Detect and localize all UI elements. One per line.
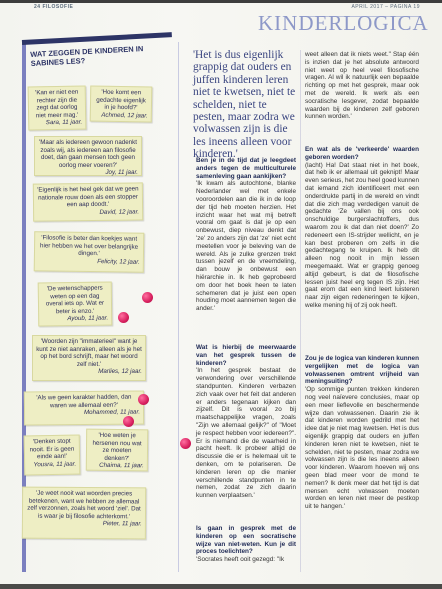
note-text: 'Als we geen karakter hadden, dan waren we allemaal een?' [36, 393, 132, 409]
interview-answer: 'Ik kwam als autochtone, blanke Nederlander wel met enkele vooroordelen aan die ik in de loop der tijd heb moeten herzien. Het inzicht waar het wat mij betreft vooral om gaat is dat je op een onbewust, diep niveau denkt dat 'ze' zo anders zijn dat 'ze' niet echt meetellen voor je beleving van de wereld. Als je zulke grenzen trekt tussen jezelf en de vreemdeling, dan bouw je onbewust een hiërarchie in. Ik heb geprobeerd om door het boek heen te laten schemeren dat je juist een open houding moet aannemen tegen die ander.' [196, 180, 296, 313]
sidebar-heading: WAT ZEGGEN DE KINDEREN IN SABINES LES? [30, 44, 144, 68]
interview-answer: weet alleen dat ik niets weet." Stap één is inzien dat je het absolute antwoord niet weet op heel veel filosofische vragen. Al wil ik natuurlijk een bepaalde richting op met het gesprek, maar ook met de wereld. Ik werk als een socratische lesgever, zodat bepaalde waarden bij de kinderen zelf geboren kunnen worden.' [305, 51, 419, 121]
sticky-note [24, 435, 81, 476]
sticky-note [38, 281, 113, 326]
note-text: 'De wetenschappers weten op een dag overal iets op. Wat er beter is enzo.' [45, 284, 105, 316]
interview-answer: 'Socrates heeft ooit gezegd: "Ik [196, 556, 285, 564]
note-signature: Joy, 11 jaar. [105, 169, 138, 177]
push-pin-icon [142, 292, 153, 303]
interview-block [305, 146, 419, 310]
page-top-edge [0, 0, 442, 3]
push-pin-icon [118, 312, 129, 323]
note-signature: Felicity, 12 jaar. [97, 257, 140, 266]
section-title: KINDERLOGICA [258, 11, 429, 35]
note-signature: Yousra, 11 jaar. [33, 460, 77, 469]
note-text: 'Denken stopt nooit. Er is geen einde aan!' [29, 437, 75, 461]
interview-block [305, 355, 419, 511]
header-right: APRIL 2017 – PAGINA 19 [351, 4, 420, 10]
sticky-note [28, 85, 87, 130]
note-text: 'Maar als iedereen gewoon nadenkt zoals wij, als iedereen aan filosofie doet, dan gaan mensen toch geen oorlog meer voeren?' [39, 139, 137, 169]
note-signature: Achmed, 12 jaar. [101, 111, 148, 120]
interview-question: Is gaan in gesprek met de kinderen op een socratische wijze van niet-weten. Kun je dit proces toelichten? [196, 525, 296, 556]
interview-answer: 'Op sommige punten trekken kinderen nog veel naïevere conclusies, maar op een meer lieflevolle en beschermende wijze dan volwassenen. Daarin zie ik dat kinderen worden gedrild met het idee dat je niet mag kwetsen. Het is dus eigenlijk grappig dat ouders en juffen kinderen leren niet te kwetsen, niet te schelden, niet te pesten, maar zodra we volwassen zijn is die les ineens alleen voor kinderen. Waarom hoeven wij ons geen blad meer voor de mond te nemen? Ik denk meer dat het tijd is dat mensen echt volwassen moeten worden en leren niet meer de pestkop uit te hangen.' [305, 386, 419, 511]
column-divider [300, 50, 301, 572]
note-text: 'Eigenlijk is het heel gek dat we geen nationale rouw doen als een stopper een aap doodt.' [37, 185, 139, 209]
note-text: 'Filosofie is beter dan koekjes want hier hebben we het over belangrijke dingen.' [40, 234, 139, 258]
note-signature: Ayoub, 11 jaar. [67, 314, 109, 323]
header-left: 24 FILOSOFIE [34, 4, 74, 10]
note-signature: Mohammed, 11 jaar. [83, 408, 141, 417]
note-text: 'Hoe komt een gedachte eigenlijk in je hoofd?' [96, 88, 146, 112]
interview-block [196, 525, 296, 564]
note-text: 'Je weet nooit wat woorden precies betekenen, want we hebben ze allemaal zelf verzonnen, zoals het woord 'ziel'. Dat is waar je bij filosofie achterkomt.' [27, 489, 141, 521]
sticky-note [22, 487, 146, 540]
sticky-note [32, 335, 146, 381]
note-text: 'Hoe weten je hersenen nou wat ze moeten denken?' [92, 431, 142, 462]
note-signature: Chaima, 11 jaar. [99, 462, 144, 470]
push-pin-icon [180, 438, 191, 449]
push-pin-icon [138, 394, 149, 405]
interview-answer: (lacht) Ha! Dat staat niet in het boek, dat heb ik er allemaal uit geknipt! Maar even serieus, het zou heel goed kunnen dat iemand zich identificeert met een onderdrukte partij in de wereld en vindt dat die zich mag verdedigen vanuit de gedachte 'Ze vallen bij ons ook onschuldige burgerslachtoffers, dus waarom zou ik dat dan niet doen?' Zo redeneert een IS-strijder wellicht, en je kan best proberen om zelfs in die gedachtegang te kruipen. Ik heb dit alleen nog nooit in mijn lessen meegemaakt. Wat er grappig genoeg altijd gebeurt, is dat de filosofische lessen juist heel erg tegen IS zijn. Het gaat erom dat een kind leert luisteren naar zijn eigen redeneringen te kijken, welke mening hij of zij ook heeft. [305, 161, 419, 309]
sticky-note [33, 182, 143, 221]
sticky-note [90, 85, 153, 122]
note-text: 'Kan er niet een rechter zijn die zegt dat oorlog niet meer mag.' [35, 88, 79, 120]
interview-answer: 'In het gesprek bestaat de verwondering over verschillende standpunten. Kinderen verbazen zich vaak over het feit dat anderen er anders tegenaan kijken dan zijzelf. Dit is vooral zo bij maatschappelijke vragen, zoals "Zijn we allemaal gelijk?" of "Moet je respect hebben voor iedereen?". Er is niemand die de waarheid in pacht heeft. Ik probeer altijd de discussie die er is helemaal uit te denken, om te polariseren. De kinderen leren op die manier verschillende standpunten in te nemen, zodat ze zich daarin kunnen verplaatsen.' [196, 367, 296, 500]
pull-quote: 'Het is dus eigenlijk grappig dat ouders en juffen kinderen leren niet te kwetsen, niet te schelden, niet te pesten, maar zodra we volwassen zijn is die les ineens alleen voor kinderen.' [193, 49, 296, 161]
interview-block [196, 157, 296, 313]
note-signature: Marlies, 12 jaar. [98, 368, 142, 376]
interview-question: Wat is hierbij de meerwaarde van het gesprek tussen de kinderen? [196, 344, 296, 367]
interview-question: Zou je de logica van kinderen kunnen vergelijken met de logica van volwassenen omtrent vrijheid van meningsuiting? [305, 355, 419, 386]
note-signature: Sara, 11 jaar. [45, 118, 83, 127]
sticky-note [34, 231, 145, 273]
note-signature: David, 12 jaar. [99, 208, 140, 216]
push-pin-icon [123, 416, 134, 427]
interview-question: En wat als de 'verkeerde' waarden geboren worden? [305, 146, 419, 161]
sticky-note [86, 429, 148, 472]
interview-block [305, 51, 419, 121]
note-signature: Pieter, 11 jaar. [102, 520, 142, 528]
sticky-note [34, 136, 142, 176]
interview-block [196, 344, 296, 500]
page-bottom-edge [0, 584, 442, 589]
note-text: 'Woorden zijn "immaterieel" want je kunt ze niet aanraken, alleen als je het op het bord schrijft, maar het woord zelf niet.' [36, 338, 142, 368]
interview-question: Ben je in de tijd dat je leegdeet anders tegen de multiculturele samenleving gaan aankijken? [196, 157, 296, 180]
